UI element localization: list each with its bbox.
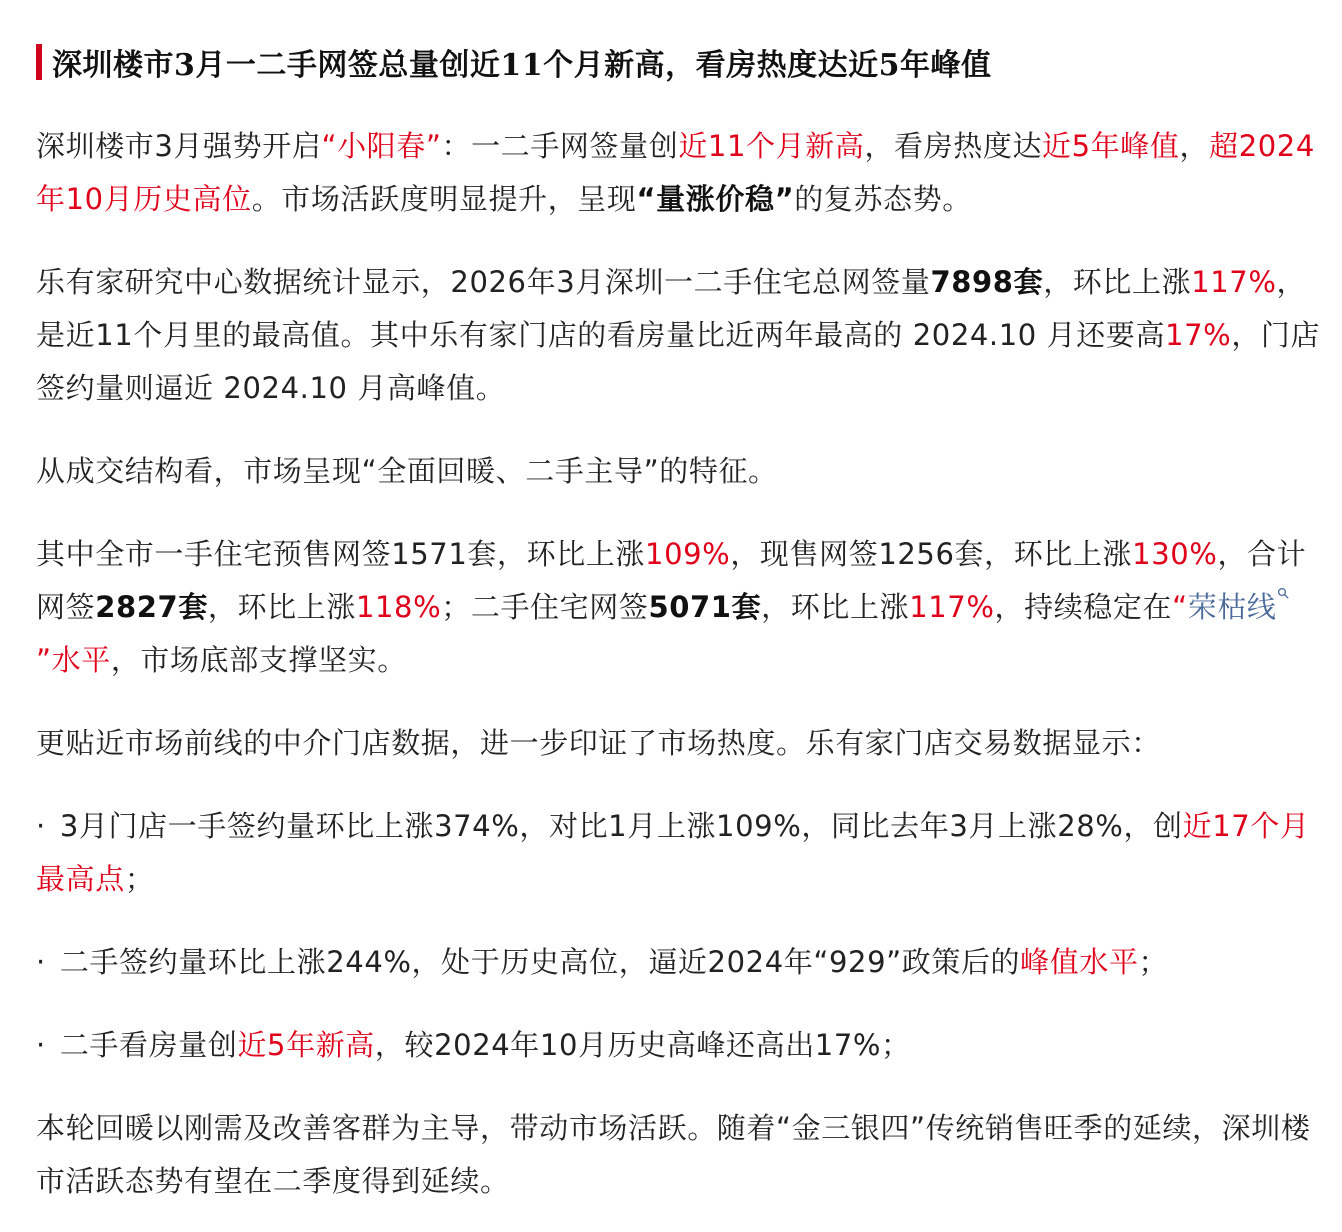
paragraph-intro [36,120,1322,226]
highlight-text: 近11个月新高 [678,129,865,163]
text-span: ，是近11个月里的最高值。其中乐有家门店的看房量比近两年最高的 2024.10 月还要高 [36,265,1307,352]
title-accent-bar [36,44,42,80]
bullet-item [36,800,1322,906]
text-span: 的复苏态势。 [794,182,972,216]
text-span: 二手签约量环比上涨244%，处于历史高位，逼近2024年“929”政策后的 [59,945,1021,979]
text-span: ，门店签约量则逼近 2024.10 月高峰值。 [36,318,1321,405]
paragraph-store-data [36,717,1322,770]
bold-text: 2827套 [95,590,208,624]
text-span: ；二手住宅网签 [441,590,649,624]
keyword-link[interactable]: 荣枯线 [1187,590,1277,624]
highlight-text: 109% [645,537,731,571]
text-span: 更贴近市场前线的中介门店数据，进一步印证了市场热度。乐有家门店交易数据显示： [36,726,1161,760]
text-span: ，现售网签1256套，环比上涨 [730,537,1133,571]
text-span: ，持续稳定在 [994,590,1173,624]
text-span: ，环比上涨 [207,590,356,624]
bullet-item [36,936,1322,989]
highlight-text: 近5年新高 [237,1028,375,1062]
text-span: 二手看房量创 [59,1028,238,1062]
text-span: ，看房热度达 [864,129,1043,163]
paragraph-structure [36,445,1322,498]
text-span: ：一二手网签量创 [441,129,679,163]
text-span: ，市场底部支撑坚实。 [110,643,407,677]
text-span: 深圳楼市3月强势开启 [36,129,322,163]
highlight-text: 130% [1132,537,1218,571]
highlight-text: 17% [1165,318,1232,352]
text-span: ，合计网签 [36,537,1307,624]
text-span: ； [1138,945,1169,979]
text-span: ， [1179,129,1210,163]
article-title [36,38,1322,86]
bold-text: 5071套 [648,590,762,624]
paragraph-breakdown [36,528,1322,687]
bold-text: “量涨价稳” [636,182,795,216]
bullet-item [36,1019,1322,1072]
highlight-text: 117% [909,590,995,624]
bullet-marker: · [36,1028,46,1062]
paragraph-stats [36,256,1322,415]
text-span: 本轮回暖以刚需及改善客群为主导，带动市场活跃。随着“金三银四”传统销售旺季的延续，深圳楼市活跃态势有望在二季度得到延续。 [36,1111,1311,1198]
highlight-text: “ [1172,590,1188,624]
bullet-marker: · [36,809,46,843]
highlight-text: 近17个月最高点 [36,809,1310,896]
highlight-text: 峰值水平 [1020,945,1139,979]
text-span: ，环比上涨 [1043,265,1192,299]
text-span: 其中全市一手住宅预售网签1571套，环比上涨 [36,537,646,571]
text-span: 。市场活跃度明显提升，呈现 [251,182,637,216]
bullet-marker: · [36,945,46,979]
highlight-text: ”水平 [36,643,111,677]
search-icon[interactable] [1277,587,1289,599]
highlight-text: 近5年峰值 [1042,129,1180,163]
paragraph-outlook [36,1102,1322,1208]
highlight-text: 118% [355,590,442,624]
title-text: 深圳楼市3月一二手网签总量创近11个月新高，看房热度达近5年峰值 [52,48,992,83]
text-span: ，较2024年10月历史高峰还高出17%； [374,1028,911,1062]
highlight-text: “小阳春” [321,129,442,163]
text-span: 从成交结构看，市场呈现“全面回暖、二手主导”的特征。 [36,454,778,488]
highlight-text: 超2024年10月历史高位 [36,129,1315,216]
text-span: 乐有家研究中心数据统计显示，2026年3月深圳一二手住宅总网签量 [36,265,931,299]
text-span: 3月门店一手签约量环比上涨374%，对比1月上涨109%，同比去年3月上涨28%，创 [59,809,1183,843]
text-span: ，环比上涨 [761,590,910,624]
text-span: ； [124,862,155,896]
bold-text: 7898套 [930,265,1044,299]
highlight-text: 117% [1191,265,1277,299]
